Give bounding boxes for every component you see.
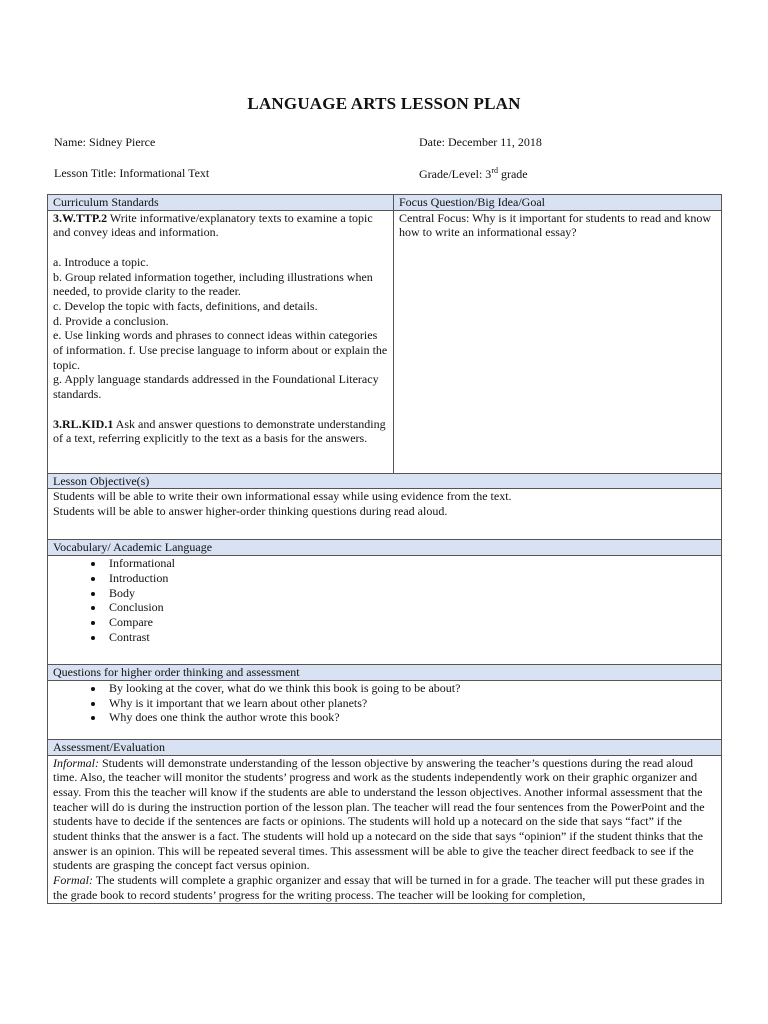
standard-2 [53,417,388,446]
lesson-title-line: Lesson Title: Informational Text [54,166,210,180]
questions-header: Questions for higher order thinking and assessment [48,665,722,681]
assessment-header: Assessment/Evaluation [48,739,722,755]
standard-subitem-g: g. Apply language standards addressed in the Foundational Literacy standards. [53,372,379,402]
standards-row [48,210,722,473]
standards-header-row [48,195,722,211]
grade-superscript: rd [491,166,498,175]
objective-1: Students will be able to write their own informational essay while using evidence from the text. [53,489,512,504]
document-title: LANGUAGE ARTS LESSON PLAN [247,94,521,113]
lesson-plan-table [47,194,722,904]
focus-question-cell [394,210,722,473]
vocab-item: • Compare [105,615,716,630]
vocab-item: • Contrast [105,630,716,645]
standard-subitem-a: a. Introduce a topic. [53,254,149,269]
vocabulary-cell [48,556,722,665]
standard-1 [53,211,388,240]
informal-assessment [53,756,716,874]
standard-subitem-e: e. Use linking words and phrases to connect ideas within categories of information. f. Use precise language to inform about or explain the topic. [53,328,388,372]
vocab-item: • Informational [105,556,716,571]
name-line: Name: Sidney Pierce [54,135,156,149]
standard-2-code: 3.RL.KID.1 [53,416,114,431]
curriculum-standards-cell [48,210,394,473]
vocabulary-header: Vocabulary/ Academic Language [48,540,722,556]
focus-question-header: Focus Question/Big Idea/Goal [394,195,722,211]
lesson-objectives-header: Lesson Objective(s) [48,473,722,489]
standard-2-text: Ask and answer questions to demonstrate understanding of a text, referring explicitly to the text as a basis for the answers. [53,416,386,446]
vocab-item: • Conclusion [105,600,716,615]
formal-text: The students will complete a graphic organizer and essay that will be turned in for a grade. The teacher will put these grades in the grade book to record students’ progress for the writing process. The teacher will be looking for completion, [53,873,705,902]
vocabulary-list [53,556,716,644]
grade-suffix: grade [497,167,528,181]
question-item: • By looking at the cover, what do we think this book is going to be about? [105,681,716,696]
assessment-row [48,755,722,903]
standard-1-text: Write informative/explanatory texts to examine a topic and convey ideas and information. [53,210,373,240]
standard-subitem-b: b. Group related information together, including illustrations when needed, to provide clarity to the reader. [53,269,373,299]
questions-cell [48,680,722,739]
question-item: • Why does one think the author wrote this book? [105,710,716,725]
informal-text: Students will demonstrate understanding of the lesson objective by answering the teacher’s questions during the read aloud time. Also, the teacher will monitor the students’ progress and work as the students independently work on their graphic organizer and essay. From this the teacher will know if the students are able to understand the lesson objectives. Another informal assessment that the teacher will do is during the instruction portion of the lesson plan. The teacher will read the four sentences from the PowerPoint and the students have to decide if the sentences are facts or opinions. The students will hold up a notecard on the side that says “fact” if the student thinks that the answer is a fact. The students will hold up a notecard on the side that says “opinion” if the student thinks that the answer is an opinion. This will be repeated several times. This assessment will be able to give the teacher direct feedback to see if the students are grasping the concept fact versus opinion. [53,755,705,873]
assessment-header-row [48,739,722,755]
lesson-objectives-cell [48,489,722,540]
vocabulary-row [48,556,722,665]
formal-label: Formal: [53,873,93,888]
assessment-cell [48,755,722,903]
objectives-row [48,489,722,540]
grade-level-line [419,166,528,182]
question-item: • Why is it important that we learn about other planets? [105,696,716,711]
informal-label: Informal: [53,755,99,770]
objectives-header-row [48,473,722,489]
curriculum-standards-header: Curriculum Standards [48,195,394,211]
questions-header-row [48,665,722,681]
standard-1-code: 3.W.TTP.2 [53,210,108,225]
date-line: Date: December 11, 2018 [419,135,542,149]
central-focus-text: Central Focus: Why is it important for students to read and know how to write an informational essay? [399,210,712,240]
grade-prefix: Grade/Level: 3 [419,167,492,181]
standard-subitem-d: d. Provide a conclusion. [53,313,169,328]
vocabulary-header-row [48,540,722,556]
questions-list [53,681,716,725]
vocab-item: • Body [105,586,716,601]
questions-row [48,680,722,739]
standard-subitem-c: c. Develop the topic with facts, definitions, and details. [53,298,318,313]
objective-2: Students will be able to answer higher-order thinking questions during read aloud. [53,504,448,519]
formal-assessment [53,873,716,902]
vocab-item: • Introduction [105,571,716,586]
